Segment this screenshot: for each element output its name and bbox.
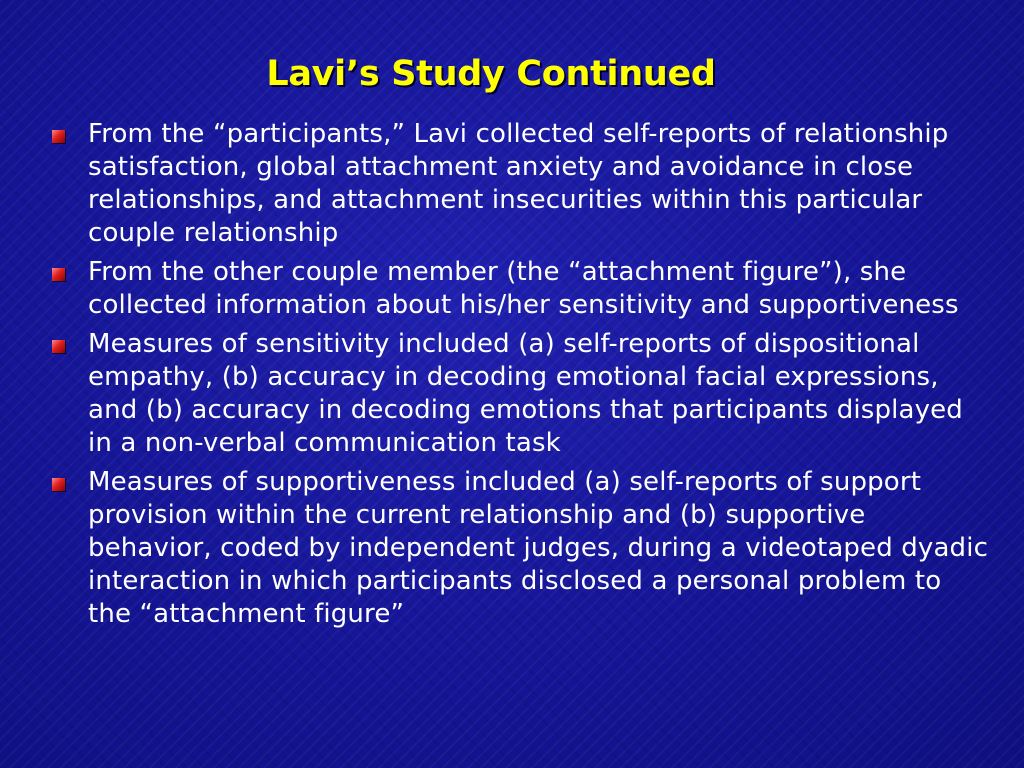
square-bullet-icon — [52, 478, 65, 491]
square-bullet-icon — [52, 130, 65, 143]
bullet-list — [50, 118, 990, 637]
bullet-text: Measures of supportiveness included (a) self-reports of support provision within the current relationship and (b) supportive behavior, coded by independent judges, during a videotaped dyadic interaction in which participants disclosed a personal problem to the “attachment figure” — [88, 467, 989, 629]
bullet-text: Measures of sensitivity included (a) self-reports of dispositional empathy, (b) accuracy in decoding emotional facial expressions, and (b) accuracy in decoding emotions that participants displayed in a non-verbal communication task — [88, 329, 963, 458]
bullet-item — [50, 328, 990, 460]
slide-title: Lavi’s Study Continued — [266, 54, 716, 94]
bullet-item — [50, 466, 990, 631]
bullet-text: From the other couple member (the “attachment figure”), she collected information about his/her sensitivity and supportiveness — [88, 257, 959, 320]
bullet-text: From the “participants,” Lavi collected self-reports of relationship satisfaction, global attachment anxiety and avoidance in close relationships, and attachment insecurities within this particular couple relationship — [88, 119, 949, 248]
bullet-item — [50, 256, 990, 322]
bullet-item — [50, 118, 990, 250]
square-bullet-icon — [52, 268, 65, 281]
square-bullet-icon — [52, 340, 65, 353]
